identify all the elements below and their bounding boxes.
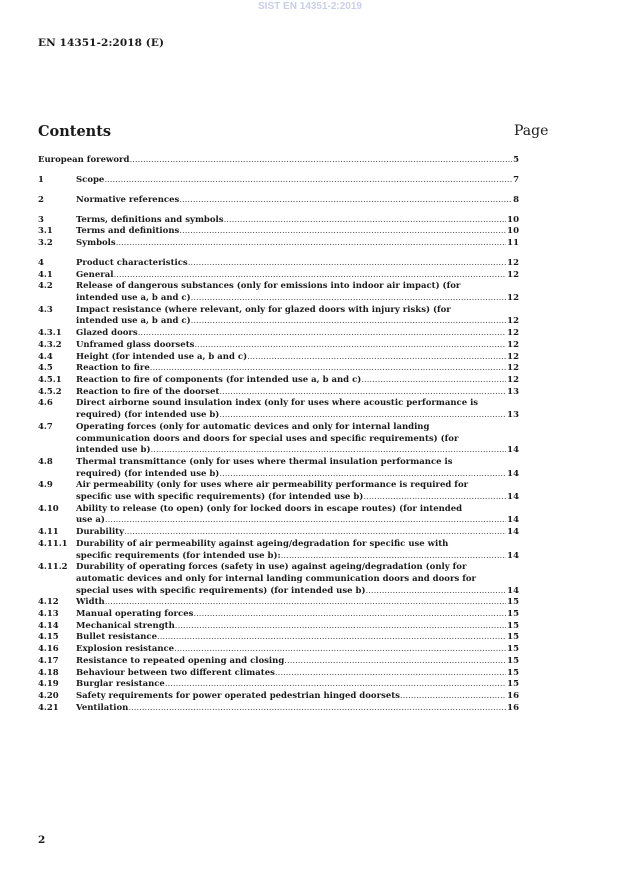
dot-leader xyxy=(175,621,506,633)
toc-entry-title: Unframed glass doorsets xyxy=(76,339,195,350)
toc-entry[interactable] xyxy=(38,539,519,562)
toc-entry[interactable] xyxy=(38,328,519,340)
toc-entry-title: Height (for intended use a, b and c) xyxy=(76,351,248,362)
toc-entry-title: Mechanical strength xyxy=(76,620,175,631)
toc-entry-title: Symbols xyxy=(76,238,116,249)
toc-entry-number: 4.16 xyxy=(38,644,59,655)
dot-leader xyxy=(113,270,506,282)
toc-entry-page: 7 xyxy=(513,174,519,185)
dot-leader xyxy=(150,363,506,375)
dot-leader xyxy=(150,445,506,457)
toc-entry-title: use a) xyxy=(76,515,105,526)
toc-entry-number: 4.8 xyxy=(38,456,53,467)
toc-entry-title: intended use a, b and c) xyxy=(76,293,191,304)
dot-leader xyxy=(191,293,507,305)
toc-entry[interactable] xyxy=(38,644,519,656)
toc-entry[interactable] xyxy=(38,621,519,633)
toc-entry-page: 14 xyxy=(507,515,519,526)
toc-entry-number: 4.19 xyxy=(38,679,59,690)
toc-entry-page: 15 xyxy=(507,597,519,608)
toc-entry-title: Terms and definitions xyxy=(76,226,180,237)
toc-entry[interactable] xyxy=(38,480,519,503)
toc-entry-number: 4 xyxy=(38,257,44,268)
dot-leader xyxy=(105,515,506,527)
toc-entry-number: 3 xyxy=(38,214,44,225)
toc-entry[interactable] xyxy=(38,226,519,238)
toc-entry-number: 4.20 xyxy=(38,690,59,701)
toc-entry-number: 4.3.2 xyxy=(38,339,62,350)
dot-leader xyxy=(105,597,506,609)
toc-entry-number: 1 xyxy=(38,174,44,185)
toc-entry-page: 12 xyxy=(507,375,519,385)
toc-entry-title: intended use a, b and c) xyxy=(76,316,191,327)
toc-entry-page: 14 xyxy=(507,492,519,503)
dot-leader xyxy=(188,258,506,270)
toc-entry-number: 4.13 xyxy=(38,609,59,620)
document-id: EN 14351-2:2018 (E) xyxy=(38,37,165,49)
toc-entry-page: 10 xyxy=(507,226,519,237)
dot-leader xyxy=(179,226,506,238)
toc-entry-page: 11 xyxy=(507,238,519,249)
toc-entry-page: 15 xyxy=(507,644,519,655)
dot-leader xyxy=(284,656,506,668)
toc-entry-number: 4.12 xyxy=(38,597,59,608)
toc-entry-number: 4.3 xyxy=(38,304,53,315)
toc-entry-number: 4.11 xyxy=(38,527,59,538)
toc-entry-title: Operating forces (only for automatic devices and only for internal landing xyxy=(76,421,430,432)
toc-entry-page: 10 xyxy=(507,214,519,225)
toc-entry-title: Release of dangerous substances (only for emissions into indoor air impact) (for xyxy=(76,281,461,292)
toc-entry[interactable] xyxy=(38,504,519,527)
toc-entry-title: Glazed doors xyxy=(76,328,138,339)
toc-entry-number: 4.15 xyxy=(38,632,59,643)
page-number: 2 xyxy=(38,834,46,846)
toc-entry-number: 4.5 xyxy=(38,363,53,374)
toc-entry-page: 15 xyxy=(507,620,519,631)
toc-entry-number: 4.11.2 xyxy=(38,562,68,573)
toc-entry[interactable] xyxy=(38,679,519,691)
toc-entry-page: 12 xyxy=(507,316,519,327)
toc-entry-page: 12 xyxy=(507,363,519,374)
toc-entry-title: Impact resistance (where relevant, only for glazed doors with injury risks) (for xyxy=(76,304,451,315)
toc-entry-title: Durability xyxy=(76,527,125,538)
toc-entry-page: 12 xyxy=(507,293,519,304)
dot-leader xyxy=(194,340,506,352)
dot-leader xyxy=(124,527,506,539)
toc-entry-page: 14 xyxy=(507,468,519,479)
toc-entry-page: 8 xyxy=(513,194,519,205)
toc-entry[interactable] xyxy=(38,398,519,421)
toc-entry-title: Bullet resistance xyxy=(76,632,157,643)
dot-leader xyxy=(129,155,512,167)
toc-entry[interactable] xyxy=(38,340,519,352)
dot-leader xyxy=(138,328,506,340)
toc-entry-title: special uses with specific requirements) (for intended use b) xyxy=(76,585,366,596)
contents-title: Contents xyxy=(38,123,112,140)
toc-entry-title: European foreword xyxy=(38,155,130,165)
dot-leader xyxy=(128,703,506,715)
toc-entry-number: 4.17 xyxy=(38,655,59,666)
toc-entry-title: Ability to release (to open) (only for locked doors in escape routes) (for intended xyxy=(76,503,463,514)
toc-entry-title: Resistance to repeated opening and closing xyxy=(76,655,285,666)
toc-entry[interactable] xyxy=(38,457,519,480)
toc-entry-number: 4.6 xyxy=(38,398,53,409)
dot-leader xyxy=(247,352,506,364)
toc-entry-title: Explosion resistance xyxy=(76,644,175,655)
toc-entry-page: 14 xyxy=(507,550,519,561)
toc-entry-title: Durability of operating forces (safety in use) against ageing/degradation (only for xyxy=(76,562,467,573)
toc-entry-title: Ventilation xyxy=(76,702,129,713)
toc-entry-page: 15 xyxy=(507,632,519,643)
toc-entry[interactable] xyxy=(38,609,519,621)
toc-entry-number: 2 xyxy=(38,194,44,205)
toc-entry-page: 14 xyxy=(507,585,519,596)
toc-entry-title: required) (for intended use b) xyxy=(76,468,220,479)
dot-leader xyxy=(193,609,506,621)
toc-entry[interactable] xyxy=(38,175,519,187)
toc-entry-number: 4.2 xyxy=(38,281,53,292)
toc-entry-page: 14 xyxy=(507,445,519,456)
toc-entry-number: 4.3.1 xyxy=(38,328,62,339)
toc-entry-title: Behaviour between two different climates xyxy=(76,667,275,678)
toc-entry-number: 4.4 xyxy=(38,351,53,362)
toc-entry-title: communication doors and doors for special uses and specific requirements) (for xyxy=(76,433,459,444)
toc-entry-title: Burglar resistance xyxy=(76,679,165,690)
toc-entry-title: required) (for intended use b) xyxy=(76,410,220,421)
toc-entry[interactable] xyxy=(38,238,519,250)
toc-entry-number: 4.7 xyxy=(38,421,53,432)
dot-leader xyxy=(219,469,506,481)
dot-leader xyxy=(179,195,512,207)
toc-entry-title: automatic devices and only for internal landing communication doors and doors for xyxy=(76,573,476,584)
dot-leader xyxy=(275,668,506,680)
toc-entry[interactable] xyxy=(38,632,519,644)
table-of-contents xyxy=(38,155,519,714)
toc-entry-number: 4.21 xyxy=(38,702,59,713)
watermark: SIST EN 14351-2:2019 xyxy=(258,1,362,12)
toc-entry[interactable] xyxy=(38,270,519,282)
toc-entry-number: 4.18 xyxy=(38,667,59,678)
toc-entry-title: Air permeability (only for uses where air permeability performance is required for xyxy=(76,480,469,491)
toc-entry-title: Terms, definitions and symbols xyxy=(76,214,224,225)
toc-entry-title: Direct airborne sound insulation index (only for uses where acoustic performance is xyxy=(76,398,479,409)
toc-entry-title: specific requirements (for intended use b): xyxy=(76,550,281,561)
toc-entry[interactable] xyxy=(38,691,519,703)
toc-entry-number: 4.9 xyxy=(38,480,53,491)
toc-entry-page: 12 xyxy=(507,339,519,350)
toc-entry[interactable] xyxy=(38,562,519,597)
dot-leader xyxy=(116,238,506,250)
dot-leader xyxy=(157,632,506,644)
toc-entry[interactable] xyxy=(38,305,519,328)
toc-entry-number: 3.1 xyxy=(38,226,53,237)
toc-entry-title: Reaction to fire of components (for intended use a, b and c) xyxy=(76,375,362,385)
toc-entry-number: 4.5.1 xyxy=(38,375,62,385)
dot-leader xyxy=(361,375,506,387)
toc-entry-page: 12 xyxy=(507,269,519,280)
toc-entry[interactable] xyxy=(38,215,519,227)
toc-entry[interactable] xyxy=(38,258,519,270)
toc-entry-number: 3.2 xyxy=(38,238,53,249)
dot-leader xyxy=(174,644,506,656)
toc-entry[interactable] xyxy=(38,597,519,609)
dot-leader xyxy=(281,551,507,563)
dot-leader xyxy=(363,492,506,504)
dot-leader xyxy=(224,215,507,227)
toc-entry[interactable] xyxy=(38,281,519,304)
toc-entry-page: 15 xyxy=(507,609,519,620)
toc-entry[interactable] xyxy=(38,363,519,375)
toc-entry-number: 4.10 xyxy=(38,503,59,514)
toc-entry-number: 4.14 xyxy=(38,620,59,631)
dot-leader xyxy=(219,387,506,399)
toc-entry-title: General xyxy=(76,269,114,280)
toc-entry-page: 16 xyxy=(507,702,519,713)
toc-entry-page: 15 xyxy=(507,679,519,690)
toc-entry-title: Durability of air permeability against ageing/degradation for specific use with xyxy=(76,538,449,549)
toc-entry-page: 15 xyxy=(507,655,519,666)
toc-entry-page: 13 xyxy=(507,386,519,397)
toc-entry-number: 4.5.2 xyxy=(38,386,62,397)
page-column-label: Page xyxy=(514,123,549,139)
toc-entry-title: intended use b) xyxy=(76,445,151,456)
toc-entry[interactable] xyxy=(38,387,519,399)
toc-entry[interactable] xyxy=(38,422,519,457)
toc-entry-page: 5 xyxy=(513,155,519,165)
toc-entry[interactable] xyxy=(38,703,519,715)
toc-entry-number: 4.11.1 xyxy=(38,538,68,549)
dot-leader xyxy=(219,410,506,422)
toc-entry[interactable] xyxy=(38,155,519,167)
toc-entry-page: 12 xyxy=(507,328,519,339)
dot-leader xyxy=(165,679,506,691)
toc-entry-page: 15 xyxy=(507,667,519,678)
toc-entry-title: Safety requirements for power operated pedestrian hinged doorsets xyxy=(76,690,400,701)
toc-entry-title: Reaction to fire of the doorset xyxy=(76,386,220,397)
toc-entry-title: Product characteristics xyxy=(76,257,188,268)
toc-entry-title: specific use with specific requirements) (for intended use b) xyxy=(76,492,364,503)
toc-entry-title: Reaction to fire xyxy=(76,363,150,374)
dot-leader xyxy=(191,316,507,328)
toc-entry-title: Thermal transmittance (only for uses where thermal insulation performance is xyxy=(76,456,453,467)
dot-leader xyxy=(365,586,506,598)
toc-entry[interactable] xyxy=(38,352,519,364)
toc-entry[interactable] xyxy=(38,527,519,539)
toc-entry-page: 12 xyxy=(507,351,519,362)
dot-leader xyxy=(104,175,512,187)
toc-entry-title: Scope xyxy=(76,174,105,185)
toc-entry-title: Manual operating forces xyxy=(76,609,194,620)
toc-entry[interactable] xyxy=(38,656,519,668)
toc-entry-title: Normative references xyxy=(76,194,180,205)
toc-entry-number: 4.1 xyxy=(38,269,53,280)
toc-entry-page: 13 xyxy=(507,410,519,421)
toc-entry-page: 12 xyxy=(507,257,519,268)
toc-entry-page: 14 xyxy=(507,527,519,538)
toc-entry[interactable] xyxy=(38,195,519,207)
toc-entry-page: 16 xyxy=(507,690,519,701)
dot-leader xyxy=(400,691,506,703)
toc-entry[interactable] xyxy=(38,375,519,387)
toc-entry[interactable] xyxy=(38,668,519,680)
toc-entry-title: Width xyxy=(76,597,105,608)
